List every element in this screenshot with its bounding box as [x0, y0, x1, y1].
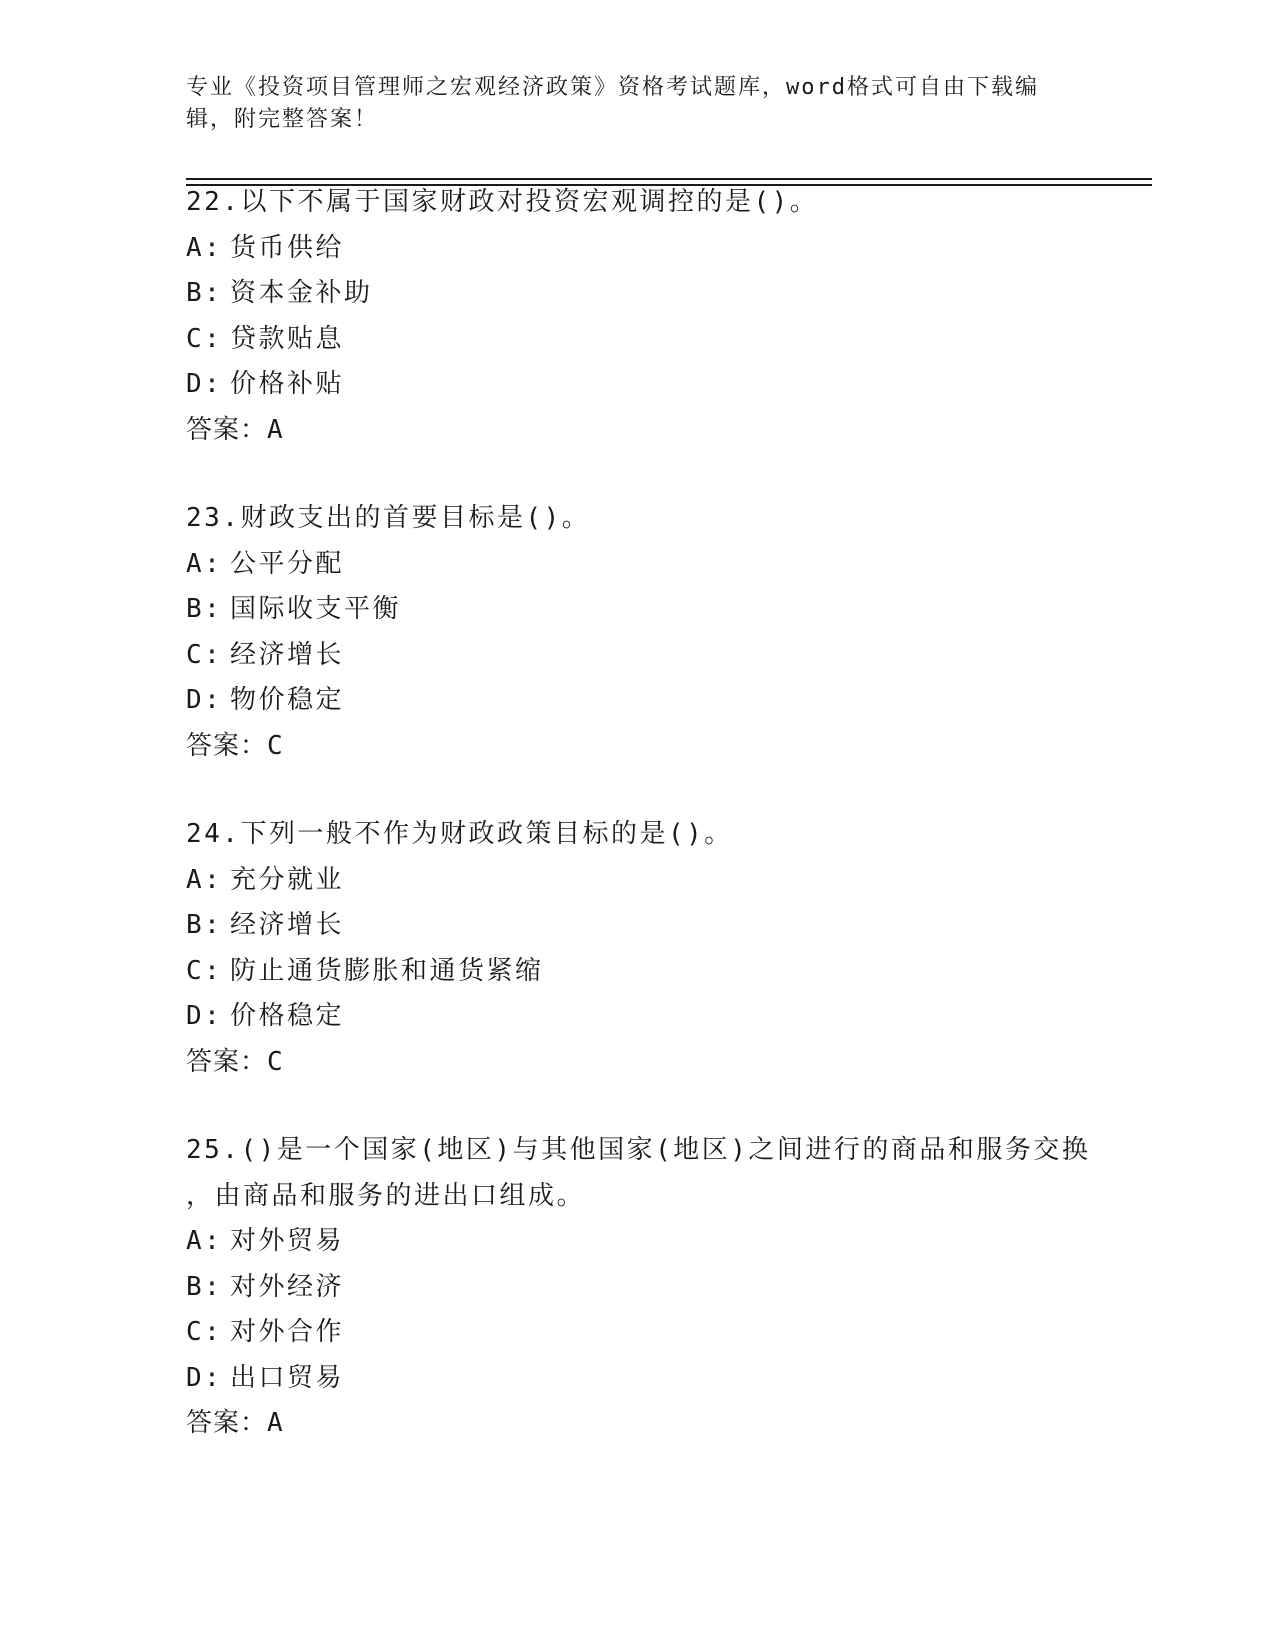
answer-label: 答案：: [186, 1046, 268, 1077]
option-letter: C:: [186, 323, 223, 354]
option-letter: D:: [186, 369, 223, 399]
option-text: 贷款贴息: [230, 323, 345, 354]
document-header: [186, 72, 1086, 136]
option-text: 出口贸易: [230, 1362, 345, 1393]
option-text: 防止通货膨胀和通货紧缩: [230, 955, 544, 986]
question-stem: 22.以下不属于国家财政对投资宏观调控的是()。: [186, 187, 819, 217]
option-c: [186, 633, 1106, 679]
option-letter: B:: [186, 278, 223, 308]
option-letter: D:: [186, 685, 223, 715]
option-letter: B:: [186, 910, 223, 940]
question-22: [186, 180, 1106, 453]
option-letter: A:: [186, 1226, 223, 1256]
option-text: 资本金补助: [230, 278, 373, 308]
option-letter: A:: [186, 864, 223, 895]
question-stem: 25.()是一个国家(地区)与其他国家(地区)之间进行的商品和服务交换: [186, 1135, 1091, 1165]
option-text: 公平分配: [230, 548, 345, 579]
answer-line: [186, 724, 1106, 770]
option-c: [186, 1310, 1106, 1356]
option-letter: C:: [186, 955, 223, 986]
option-d: [186, 678, 1106, 724]
option-c: [186, 317, 1106, 363]
option-letter: D:: [186, 1001, 223, 1031]
option-text: 价格稳定: [230, 1001, 345, 1031]
option-b: [186, 1265, 1106, 1311]
answer-label: 答案：: [186, 1408, 268, 1438]
question-24: [186, 812, 1106, 1085]
option-a: [186, 226, 1106, 272]
answer-value: C: [267, 1046, 284, 1077]
answer-label: 答案：: [186, 730, 268, 761]
option-c: [186, 949, 1106, 995]
option-letter: C:: [186, 1317, 223, 1347]
option-text: 价格补贴: [230, 369, 345, 399]
header-line-1: 专业《投资项目管理师之宏观经济政策》资格考试题库，word格式可自由下载编: [186, 75, 1039, 100]
option-b: [186, 903, 1106, 949]
option-b: [186, 587, 1106, 633]
option-d: [186, 362, 1106, 408]
option-a: [186, 858, 1106, 904]
option-text: 充分就业: [230, 864, 345, 895]
option-text: 经济增长: [230, 639, 345, 670]
header-line-2: 辑，附完整答案！: [186, 107, 379, 132]
answer-value: A: [267, 414, 284, 445]
option-letter: B:: [186, 594, 223, 624]
option-text: 对外经济: [230, 1271, 345, 1302]
option-d: [186, 1356, 1106, 1402]
option-a: [186, 1219, 1106, 1265]
option-letter: A:: [186, 548, 223, 579]
option-letter: D:: [186, 1362, 223, 1393]
option-text: 对外合作: [230, 1317, 345, 1347]
question-stem: 24.下列一般不作为财政政策目标的是()。: [186, 819, 733, 849]
option-text: 经济增长: [230, 910, 345, 940]
answer-label: 答案：: [186, 414, 268, 445]
option-a: [186, 542, 1106, 588]
option-b: [186, 271, 1106, 317]
answer-line: [186, 1040, 1106, 1086]
question-25: [186, 1128, 1106, 1447]
option-text: 国际收支平衡: [230, 594, 402, 624]
answer-value: A: [267, 1408, 284, 1438]
question-23: [186, 496, 1106, 769]
option-letter: B:: [186, 1271, 223, 1302]
question-stem: 23.财政支出的首要目标是()。: [186, 503, 591, 533]
answer-line: [186, 408, 1106, 454]
option-text: 对外贸易: [230, 1226, 345, 1256]
option-text: 物价稳定: [230, 685, 345, 715]
answer-line: [186, 1401, 1106, 1447]
option-letter: A:: [186, 232, 223, 263]
option-letter: C:: [186, 639, 223, 670]
option-text: 货币供给: [230, 232, 345, 263]
answer-value: C: [267, 730, 284, 761]
option-d: [186, 994, 1106, 1040]
question-stem-continuation: ，由商品和服务的进出口组成。: [186, 1180, 586, 1211]
